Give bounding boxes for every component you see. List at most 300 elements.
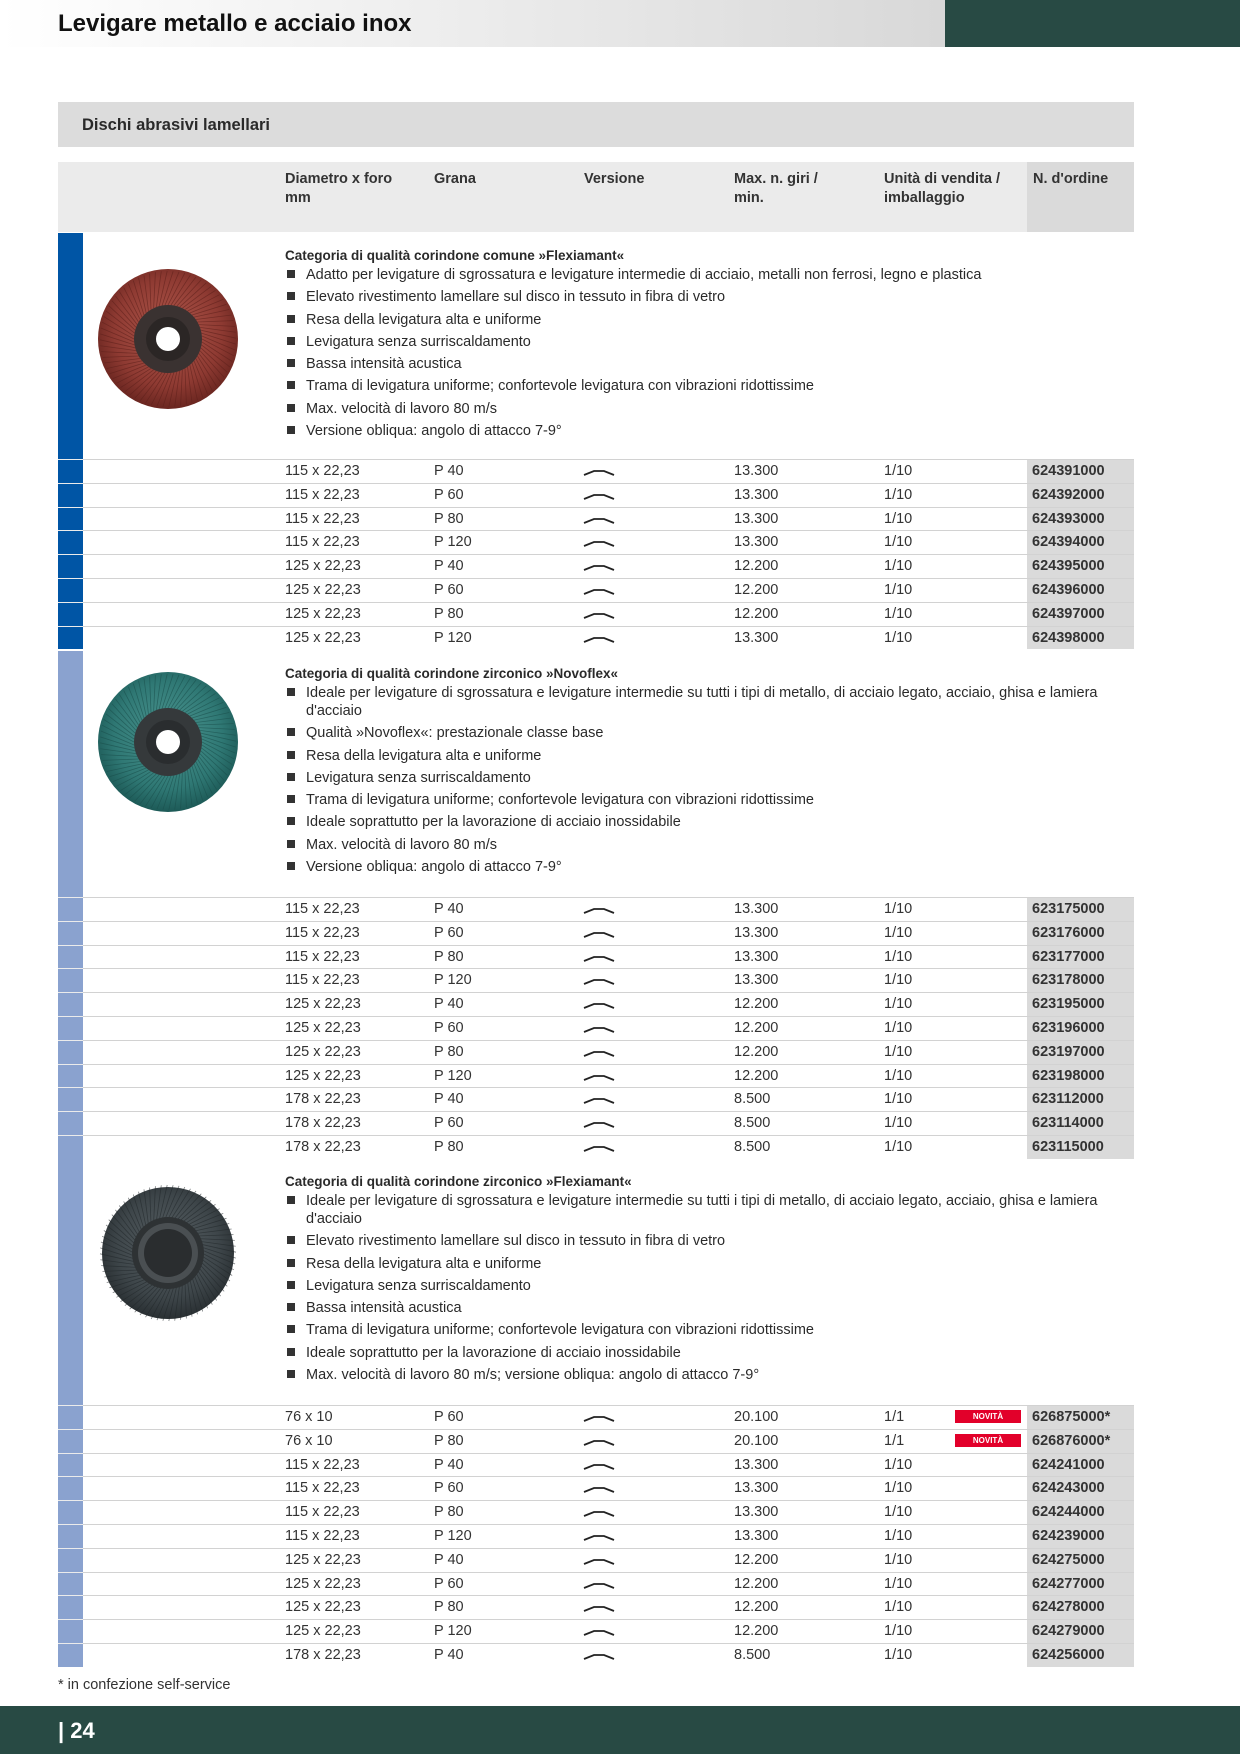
order-number-cell (1027, 1620, 1134, 1643)
cell-rpm: 13.300 (734, 901, 779, 917)
cell-rpm: 13.300 (734, 948, 779, 965)
page-footer (0, 1706, 1240, 1754)
order-number-cell (1027, 508, 1134, 531)
feature-item: Bassa intensità acustica (285, 355, 1105, 373)
order-number-cell (1027, 1573, 1134, 1596)
spec-table (58, 897, 1134, 1159)
table-row (58, 1040, 1134, 1064)
order-number-cell (1027, 1430, 1134, 1453)
order-number: 624396000 (1032, 581, 1105, 598)
order-number-cell (1027, 579, 1134, 602)
cell-grit: P 80 (434, 1599, 464, 1616)
cell-grit: P 40 (434, 1551, 464, 1568)
oblique-version-icon (583, 1529, 615, 1545)
row-color-marker (58, 1041, 83, 1064)
cell-unit: 1/10 (884, 948, 913, 965)
oblique-version-icon (583, 535, 615, 551)
cell-dim: 125 x 22,23 (285, 1019, 361, 1036)
order-number-cell (1027, 1454, 1134, 1477)
order-number: 624278000 (1032, 1599, 1105, 1616)
order-number: 624243000 (1032, 1480, 1105, 1497)
cell-rpm: 12.200 (734, 1623, 779, 1640)
order-number: 623197000 (1032, 1043, 1105, 1060)
cell-grit: P 80 (434, 1432, 464, 1449)
cell-unit: 1/10 (884, 972, 913, 989)
feature-item: Ideale soprattutto per la lavorazione di acciaio inossidabile (285, 1344, 1105, 1362)
cell-rpm: 12.200 (734, 1019, 779, 1036)
cell-grit: P 60 (434, 1115, 464, 1132)
cell-unit: 1/10 (884, 1504, 913, 1521)
category-title: Categoria di qualità corindone zirconico »Novoflex« (285, 666, 619, 681)
cell-grit: P 40 (434, 1646, 464, 1663)
oblique-version-icon (583, 1624, 615, 1640)
cell-unit: 1/10 (884, 534, 913, 551)
cell-dim: 115 x 22,23 (285, 948, 360, 965)
col-version: Versione (584, 171, 645, 187)
col-diameter: Diametro x foro mm (285, 171, 393, 206)
order-number-cell (1027, 627, 1134, 650)
row-color-marker (58, 603, 83, 626)
table-row (58, 1429, 1134, 1453)
cell-grit: P 60 (434, 924, 464, 941)
order-number-cell (1027, 1112, 1134, 1135)
cell-grit: P 80 (434, 948, 464, 965)
order-number: 624241000 (1032, 1456, 1105, 1473)
oblique-version-icon (583, 1553, 615, 1569)
cell-rpm: 12.200 (734, 1599, 779, 1616)
table-row (58, 1016, 1134, 1040)
cell-grit: P 120 (434, 1623, 472, 1640)
brown-flap-disc-image (96, 267, 240, 411)
cell-unit: 1/10 (884, 1019, 913, 1036)
cell-rpm: 13.300 (734, 1456, 779, 1473)
feature-item: Levigatura senza surriscaldamento (285, 1277, 1105, 1295)
order-number: 626876000* (1032, 1432, 1111, 1449)
table-row (58, 554, 1134, 578)
order-number-cell (1027, 1088, 1134, 1111)
order-number: 626875000* (1032, 1409, 1111, 1425)
table-row (58, 578, 1134, 602)
col-sales-unit: Unità di vendita / imballaggio (884, 171, 1001, 206)
cell-unit: 1/10 (884, 924, 913, 941)
order-number-cell (1027, 1477, 1134, 1500)
order-number-cell (1027, 1065, 1134, 1088)
feature-list (285, 1192, 1105, 1388)
cell-grit: P 80 (434, 510, 464, 527)
row-color-marker (58, 946, 83, 969)
order-number: 624397000 (1032, 605, 1105, 622)
dark-flap-disc-image (96, 1181, 240, 1325)
table-row (58, 897, 1134, 921)
oblique-version-icon (583, 1458, 615, 1474)
cell-unit: 1/10 (884, 463, 913, 479)
feature-item: Resa della levigatura alta e uniforme (285, 1255, 1105, 1273)
cell-dim: 115 x 22,23 (285, 510, 360, 527)
order-number-cell (1027, 603, 1134, 626)
order-number: 624239000 (1032, 1527, 1105, 1544)
header-dark-block (945, 0, 1240, 47)
feature-item: Bassa intensità acustica (285, 1299, 1105, 1317)
order-number-cell (1027, 1501, 1134, 1524)
category-color-bar (58, 651, 83, 897)
footnote: * in confezione self-service (58, 1677, 231, 1693)
row-color-marker (58, 1454, 83, 1477)
feature-item: Ideale soprattutto per la lavorazione di acciaio inossidabile (285, 813, 1105, 831)
cell-dim: 115 x 22,23 (285, 901, 360, 917)
feature-item: Trama di levigatura uniforme; confortevole levigatura con vibrazioni ridottissime (285, 377, 1105, 395)
cell-grit: P 60 (434, 1409, 464, 1425)
table-row (58, 1453, 1134, 1477)
feature-item: Max. velocità di lavoro 80 m/s; versione obliqua: angolo di attacco 7-9° (285, 1366, 1105, 1384)
oblique-version-icon (583, 1505, 615, 1521)
table-row (58, 945, 1134, 969)
cell-rpm: 13.300 (734, 1527, 779, 1544)
cell-unit: 1/10 (884, 486, 913, 503)
cell-dim: 76 x 10 (285, 1409, 333, 1425)
order-number: 624244000 (1032, 1504, 1105, 1521)
cell-dim: 178 x 22,23 (285, 1091, 361, 1108)
feature-item: Resa della levigatura alta e uniforme (285, 747, 1105, 765)
cell-grit: P 80 (434, 1138, 464, 1155)
row-color-marker (58, 1088, 83, 1111)
order-number-cell (1027, 1525, 1134, 1548)
order-number: 623196000 (1032, 1019, 1105, 1036)
row-color-marker (58, 1477, 83, 1500)
oblique-version-icon (583, 1069, 615, 1085)
cell-grit: P 60 (434, 1480, 464, 1497)
cell-dim: 125 x 22,23 (285, 1043, 361, 1060)
row-color-marker (58, 627, 83, 650)
row-color-marker (58, 579, 83, 602)
cell-rpm: 8.500 (734, 1646, 771, 1663)
row-color-marker (58, 555, 83, 578)
feature-item: Elevato rivestimento lamellare sul disco in tessuto in fibra di vetro (285, 288, 1105, 306)
cell-unit: 1/1 (884, 1409, 905, 1425)
order-number-cell (1027, 555, 1134, 578)
cell-dim: 125 x 22,23 (285, 605, 361, 622)
cell-unit: 1/10 (884, 605, 913, 622)
order-number: 624391000 (1032, 463, 1105, 479)
row-color-marker (58, 484, 83, 507)
section-bar (58, 102, 1134, 147)
cell-unit: 1/10 (884, 1623, 913, 1640)
feature-item: Ideale per levigature di sgrossatura e levigature intermedie su tutti i tipi di metallo, di acciaio legato, acciaio, ghisa e lamiera d'acciaio (285, 684, 1105, 720)
oblique-version-icon (583, 512, 615, 528)
table-row (58, 1111, 1134, 1135)
cell-dim: 115 x 22,23 (285, 1480, 360, 1497)
feature-list (285, 266, 1105, 444)
cell-grit: P 120 (434, 629, 472, 646)
table-row (58, 1524, 1134, 1548)
order-number-cell (1027, 531, 1134, 554)
page-number: | 24 (58, 1718, 95, 1743)
row-color-marker (58, 1620, 83, 1643)
cell-unit: 1/10 (884, 558, 913, 575)
cell-dim: 178 x 22,23 (285, 1138, 361, 1155)
cell-grit: P 40 (434, 463, 464, 479)
table-column-header (58, 162, 1134, 232)
cell-rpm: 13.300 (734, 629, 779, 646)
cell-unit: 1/10 (884, 1480, 913, 1497)
oblique-version-icon (583, 1481, 615, 1497)
order-number: 624398000 (1032, 629, 1105, 646)
cell-grit: P 60 (434, 486, 464, 503)
table-row (58, 1572, 1134, 1596)
cell-unit: 1/10 (884, 581, 913, 598)
row-color-marker (58, 993, 83, 1016)
col-grit: Grana (434, 171, 476, 187)
feature-item: Ideale per levigature di sgrossatura e levigature intermedie su tutti i tipi di metallo, di acciaio legato, acciaio, ghisa e lamiera d'acciaio (285, 1192, 1105, 1228)
cell-rpm: 13.300 (734, 972, 779, 989)
table-row (58, 602, 1134, 626)
oblique-version-icon (583, 973, 615, 989)
cell-dim: 125 x 22,23 (285, 996, 361, 1013)
order-number: 623114000 (1032, 1115, 1104, 1132)
row-color-marker (58, 1573, 83, 1596)
order-number: 623195000 (1032, 996, 1105, 1013)
cell-dim: 76 x 10 (285, 1432, 333, 1449)
cell-rpm: 8.500 (734, 1138, 771, 1155)
cell-grit: P 40 (434, 901, 464, 917)
cell-rpm: 13.300 (734, 1504, 779, 1521)
cell-grit: P 120 (434, 972, 472, 989)
table-row (58, 968, 1134, 992)
oblique-version-icon (583, 902, 615, 918)
feature-item: Elevato rivestimento lamellare sul disco in tessuto in fibra di vetro (285, 1232, 1105, 1250)
row-color-marker (58, 1017, 83, 1040)
cell-rpm: 12.200 (734, 1551, 779, 1568)
table-row (58, 1405, 1134, 1429)
new-product-badge: NOVITÀ (955, 1410, 1021, 1423)
cell-rpm: 8.500 (734, 1115, 771, 1132)
cell-unit: 1/10 (884, 1456, 913, 1473)
cell-dim: 125 x 22,23 (285, 629, 361, 646)
cell-grit: P 40 (434, 1456, 464, 1473)
row-color-marker (58, 898, 83, 921)
spec-table (58, 1405, 1134, 1667)
row-color-marker (58, 1430, 83, 1453)
cell-grit: P 60 (434, 581, 464, 598)
table-row (58, 992, 1134, 1016)
order-number: 624277000 (1032, 1575, 1105, 1592)
cell-grit: P 60 (434, 1019, 464, 1036)
feature-item: Levigatura senza surriscaldamento (285, 769, 1105, 787)
oblique-version-icon (583, 583, 615, 599)
cell-grit: P 120 (434, 1067, 472, 1084)
row-color-marker (58, 1065, 83, 1088)
cell-dim: 125 x 22,23 (285, 558, 361, 575)
table-row (58, 1087, 1134, 1111)
feature-item: Levigatura senza surriscaldamento (285, 333, 1105, 351)
oblique-version-icon (583, 488, 615, 504)
oblique-version-icon (583, 997, 615, 1013)
order-number: 623177000 (1032, 948, 1105, 965)
order-number: 624395000 (1032, 558, 1105, 575)
order-number-cell (1027, 1406, 1134, 1429)
cell-unit: 1/10 (884, 1646, 913, 1663)
table-row (58, 1500, 1134, 1524)
teal-flap-disc-image (96, 670, 240, 814)
oblique-version-icon (583, 1648, 615, 1664)
cell-unit: 1/10 (884, 1043, 913, 1060)
cell-dim: 115 x 22,23 (285, 1504, 360, 1521)
oblique-version-icon (583, 1092, 615, 1108)
table-row (58, 459, 1134, 483)
new-product-badge: NOVITÀ (955, 1434, 1021, 1447)
order-number-cell (1027, 898, 1134, 921)
oblique-version-icon (583, 1434, 615, 1450)
order-number-cell (1027, 993, 1134, 1016)
category-color-bar (58, 1159, 83, 1405)
cell-unit: 1/10 (884, 901, 913, 917)
cell-dim: 115 x 22,23 (285, 463, 360, 479)
row-color-marker (58, 1644, 83, 1667)
cell-rpm: 8.500 (734, 1091, 771, 1108)
feature-item: Trama di levigatura uniforme; confortevole levigatura con vibrazioni ridottissime (285, 791, 1105, 809)
row-color-marker (58, 1525, 83, 1548)
table-row (58, 1643, 1134, 1667)
order-number: 623198000 (1032, 1067, 1105, 1084)
cell-dim: 125 x 22,23 (285, 1623, 361, 1640)
row-color-marker (58, 1112, 83, 1135)
order-number: 623176000 (1032, 924, 1105, 941)
order-number: 624393000 (1032, 510, 1105, 527)
order-number-cell (1027, 1549, 1134, 1572)
cell-rpm: 13.300 (734, 534, 779, 551)
row-color-marker (58, 1596, 83, 1619)
cell-dim: 115 x 22,23 (285, 534, 360, 551)
table-row (58, 1135, 1134, 1159)
table-row (58, 1476, 1134, 1500)
oblique-version-icon (583, 1116, 615, 1132)
feature-item: Qualità »Novoflex«: prestazionale classe base (285, 724, 1105, 742)
cell-dim: 178 x 22,23 (285, 1115, 361, 1132)
cell-rpm: 13.300 (734, 463, 779, 479)
oblique-version-icon (583, 1600, 615, 1616)
table-row (58, 1595, 1134, 1619)
oblique-version-icon (583, 926, 615, 942)
cell-dim: 115 x 22,23 (285, 972, 360, 989)
cell-unit: 1/1 (884, 1432, 905, 1449)
cell-grit: P 80 (434, 605, 464, 622)
cell-grit: P 120 (434, 1527, 472, 1544)
cell-grit: P 120 (434, 534, 472, 551)
oblique-version-icon (583, 607, 615, 623)
cell-unit: 1/10 (884, 1575, 913, 1592)
cell-rpm: 12.200 (734, 1067, 779, 1084)
order-number-cell (1027, 460, 1134, 483)
order-number-cell (1027, 1017, 1134, 1040)
order-number-cell (1027, 1041, 1134, 1064)
feature-item: Max. velocità di lavoro 80 m/s (285, 400, 1105, 418)
oblique-version-icon (583, 1140, 615, 1156)
cell-dim: 125 x 22,23 (285, 581, 361, 598)
row-color-marker (58, 1406, 83, 1429)
cell-grit: P 60 (434, 1575, 464, 1592)
order-number: 624256000 (1032, 1646, 1105, 1663)
order-number: 624279000 (1032, 1623, 1105, 1640)
cell-dim: 115 x 22,23 (285, 1456, 360, 1473)
order-number: 624275000 (1032, 1551, 1105, 1568)
table-row (58, 626, 1134, 650)
page-title: Levigare metallo e acciaio inox (58, 10, 412, 37)
cell-dim: 125 x 22,23 (285, 1551, 361, 1568)
row-color-marker (58, 508, 83, 531)
row-color-marker (58, 969, 83, 992)
category-title: Categoria di qualità corindone comune »Flexiamant« (285, 248, 625, 263)
cell-rpm: 13.300 (734, 924, 779, 941)
cell-grit: P 80 (434, 1504, 464, 1521)
row-color-marker (58, 1136, 83, 1159)
col-max-rpm: Max. n. giri / min. (734, 171, 818, 206)
table-row (58, 483, 1134, 507)
cell-rpm: 13.300 (734, 1480, 779, 1497)
cell-dim: 115 x 22,23 (285, 1527, 360, 1544)
feature-item: Versione obliqua: angolo di attacco 7-9° (285, 858, 1105, 876)
row-color-marker (58, 460, 83, 483)
cell-rpm: 13.300 (734, 510, 779, 527)
cell-dim: 125 x 22,23 (285, 1575, 361, 1592)
cell-grit: P 40 (434, 996, 464, 1013)
oblique-version-icon (583, 559, 615, 575)
row-color-marker (58, 531, 83, 554)
row-color-marker (58, 1549, 83, 1572)
cell-unit: 1/10 (884, 1091, 913, 1108)
cell-rpm: 12.200 (734, 996, 779, 1013)
cell-unit: 1/10 (884, 1115, 913, 1132)
cell-rpm: 12.200 (734, 1043, 779, 1060)
order-number-cell (1027, 1644, 1134, 1667)
section-title: Dischi abrasivi lamellari (82, 116, 271, 134)
cell-rpm: 12.200 (734, 581, 779, 598)
feature-item: Max. velocità di lavoro 80 m/s (285, 836, 1105, 854)
order-number-cell (1027, 1136, 1134, 1159)
cell-unit: 1/10 (884, 996, 913, 1013)
cell-grit: P 40 (434, 558, 464, 575)
cell-dim: 115 x 22,23 (285, 924, 360, 941)
table-row (58, 921, 1134, 945)
cell-unit: 1/10 (884, 1551, 913, 1568)
order-number: 623112000 (1032, 1091, 1104, 1108)
table-row (58, 1064, 1134, 1088)
feature-item: Versione obliqua: angolo di attacco 7-9° (285, 422, 1105, 440)
order-number-cell (1027, 484, 1134, 507)
cell-unit: 1/10 (884, 1067, 913, 1084)
cell-unit: 1/10 (884, 629, 913, 646)
order-number-cell (1027, 969, 1134, 992)
oblique-version-icon (583, 1577, 615, 1593)
order-number: 623175000 (1032, 901, 1105, 917)
table-row (58, 530, 1134, 554)
cell-dim: 125 x 22,23 (285, 1067, 361, 1084)
cell-unit: 1/10 (884, 1138, 913, 1155)
feature-item: Trama di levigatura uniforme; confortevole levigatura con vibrazioni ridottissime (285, 1321, 1105, 1339)
feature-list (285, 684, 1105, 880)
cell-grit: P 80 (434, 1043, 464, 1060)
order-number: 624394000 (1032, 534, 1105, 551)
cell-dim: 115 x 22,23 (285, 486, 360, 503)
cell-unit: 1/10 (884, 1599, 913, 1616)
page-header (0, 0, 1240, 47)
oblique-version-icon (583, 631, 615, 647)
cell-dim: 125 x 22,23 (285, 1599, 361, 1616)
order-number-cell (1027, 946, 1134, 969)
oblique-version-icon (583, 464, 615, 480)
table-row (58, 507, 1134, 531)
oblique-version-icon (583, 1410, 615, 1426)
cell-rpm: 13.300 (734, 486, 779, 503)
cell-rpm: 20.100 (734, 1409, 779, 1425)
